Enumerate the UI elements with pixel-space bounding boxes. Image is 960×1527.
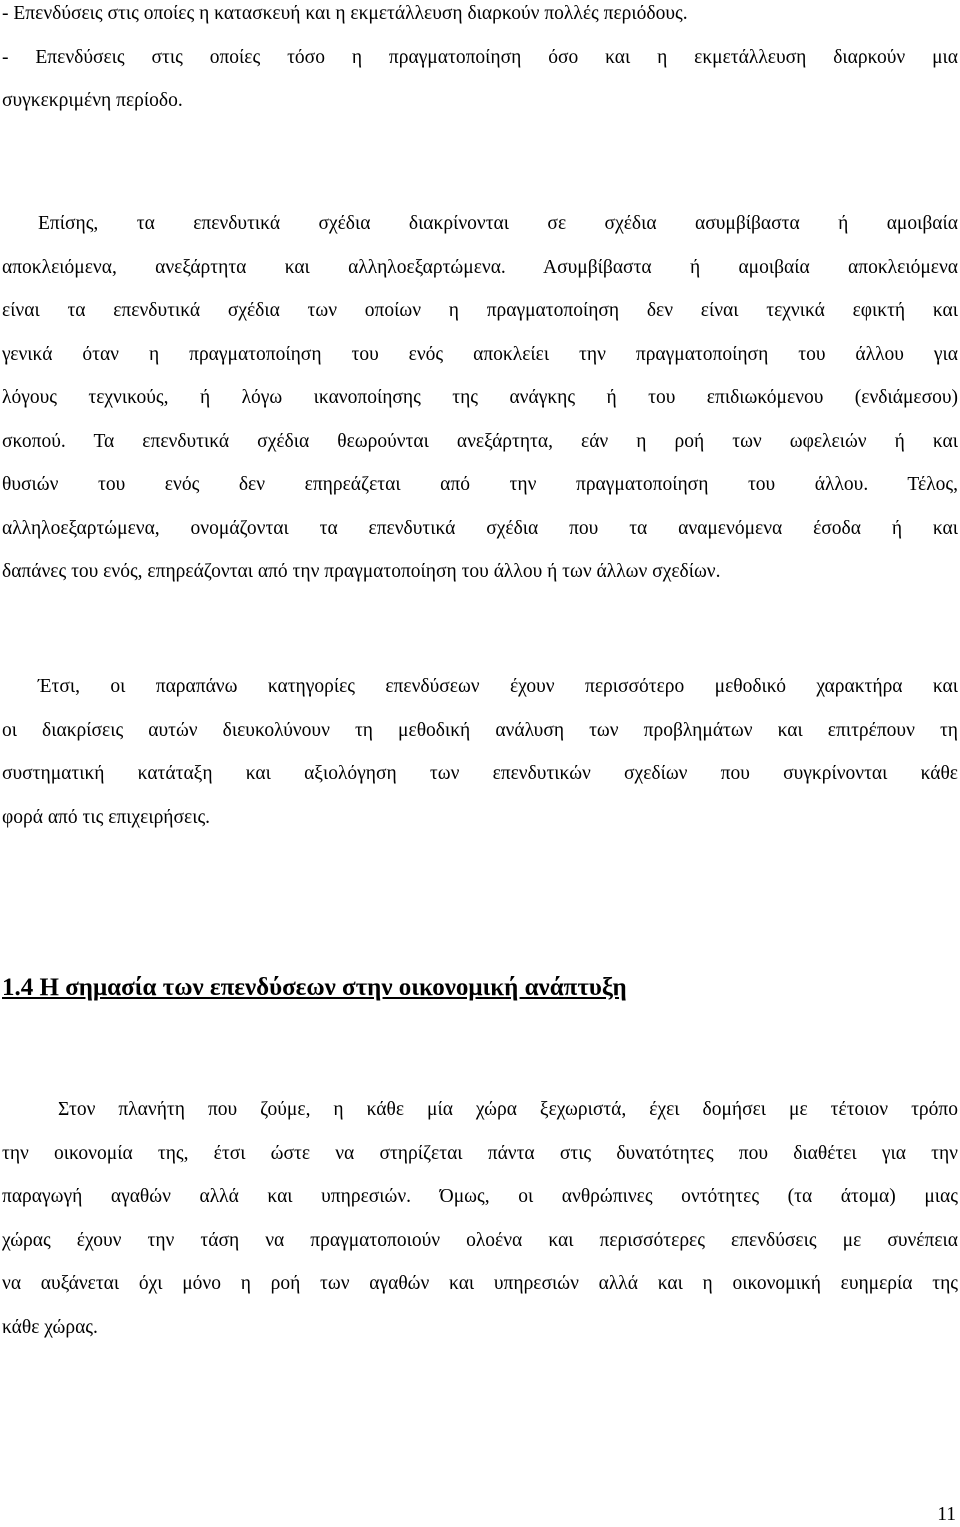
bullet-item-continuation: συγκεκριμένη περίοδο. bbox=[2, 90, 183, 111]
paragraph-line: φορά από τις επιχειρήσεις. bbox=[2, 806, 211, 828]
paragraph-line: δαπάνες του ενός, επηρεάζονται από την πραγματοποίηση του άλλου ή των άλλων σχεδίων. bbox=[2, 561, 721, 582]
paragraph-line: αποκλειόμενα, ανεξάρτητα και αλληλοεξαρτώμενα. Ασυμβίβαστα ή αμοιβαία αποκλειόμενα bbox=[2, 256, 958, 278]
section-heading: 1.4 Η σημασία των επενδύσεων στην οικονομική ανάπτυξη bbox=[2, 974, 627, 1001]
paragraph-investment-classification bbox=[2, 202, 958, 594]
paragraph-line: χώρας έχουν την τάση να πραγματοποιούν ολοένα και περισσότερες επενδύσεις με συνέπεια bbox=[2, 1229, 958, 1251]
paragraph-line: κάθε χώρας. bbox=[2, 1316, 98, 1338]
paragraph-line: να αυξάνεται όχι μόνο η ροή των αγαθών και υπηρεσιών αλλά και η οικονομική ευημερία της bbox=[2, 1273, 958, 1294]
paragraph-categories-summary bbox=[2, 665, 958, 839]
paragraph-investment-importance bbox=[2, 1088, 958, 1349]
paragraph-line: Επίσης, τα επενδυτικά σχέδια διακρίνονται σε σχέδια ασυμβίβαστα ή αμοιβαία bbox=[38, 213, 958, 234]
paragraph-line: οι διακρίσεις αυτών διευκολύνουν τη μεθοδική ανάλυση των προβλημάτων και επιτρέπουν τη bbox=[2, 719, 958, 741]
page-number: 11 bbox=[937, 1504, 956, 1525]
paragraph-line: είναι τα επενδυτικά σχέδια των οποίων η πραγματοποίηση δεν είναι τεχνικά εφικτή και bbox=[2, 300, 958, 321]
paragraph-line: Στον πλανήτη που ζούμε, η κάθε μία χώρα ξεχωριστά, έχει δομήσει με τέτοιον τρόπο bbox=[58, 1099, 958, 1120]
paragraph-line: σκοπού. Τα επενδυτικά σχέδια θεωρούνται ανεξάρτητα, εάν η ροή των ωφελειών ή και bbox=[2, 430, 958, 452]
paragraph-line: αλληλοεξαρτώμενα, ονομάζονται τα επενδυτικά σχέδια που τα αναμενόμενα έσοδα ή και bbox=[2, 517, 958, 539]
paragraph-line: θυσιών του ενός δεν επηρεάζεται από την πραγματοποίηση του άλλου. Τέλος, bbox=[2, 474, 958, 495]
paragraph-line: λόγους τεχνικούς, ή λόγω ικανοποίησης της ανάγκης ή του επιδιωκόμενου (ενδιάμεσου) bbox=[2, 387, 958, 408]
paragraph-line: γενικά όταν η πραγματοποίηση του ενός αποκλείει την πραγματοποίηση του άλλου για bbox=[2, 343, 958, 365]
paragraph-line: παραγωγή αγαθών αλλά και υπηρεσιών. Όμως, οι ανθρώπινες οντότητες (τα άτομα) μιας bbox=[2, 1186, 958, 1207]
paragraph-line: συστηματική κατάταξη και αξιολόγηση των επενδυτικών σχεδίων που συγκρίνονται κάθε bbox=[2, 763, 958, 784]
bullet-item: - Επενδύσεις στις οποίες τόσο η πραγματοποίηση όσο και η εκμετάλλευση διαρκούν μια bbox=[2, 46, 958, 68]
paragraph-line: Έτσι, οι παραπάνω κατηγορίες επενδύσεων έχουν περισσότερο μεθοδικό χαρακτήρα και bbox=[38, 676, 958, 697]
bullet-item: - Επενδύσεις στις οποίες η κατασκευή και η εκμετάλλευση διαρκούν πολλές περιόδους. bbox=[2, 3, 688, 24]
paragraph-line: την οικονομία της, έτσι ώστε να στηρίζεται πάντα στις δυνατότητες που διαθέτει για την bbox=[2, 1142, 958, 1164]
bullet-list bbox=[2, 0, 958, 123]
